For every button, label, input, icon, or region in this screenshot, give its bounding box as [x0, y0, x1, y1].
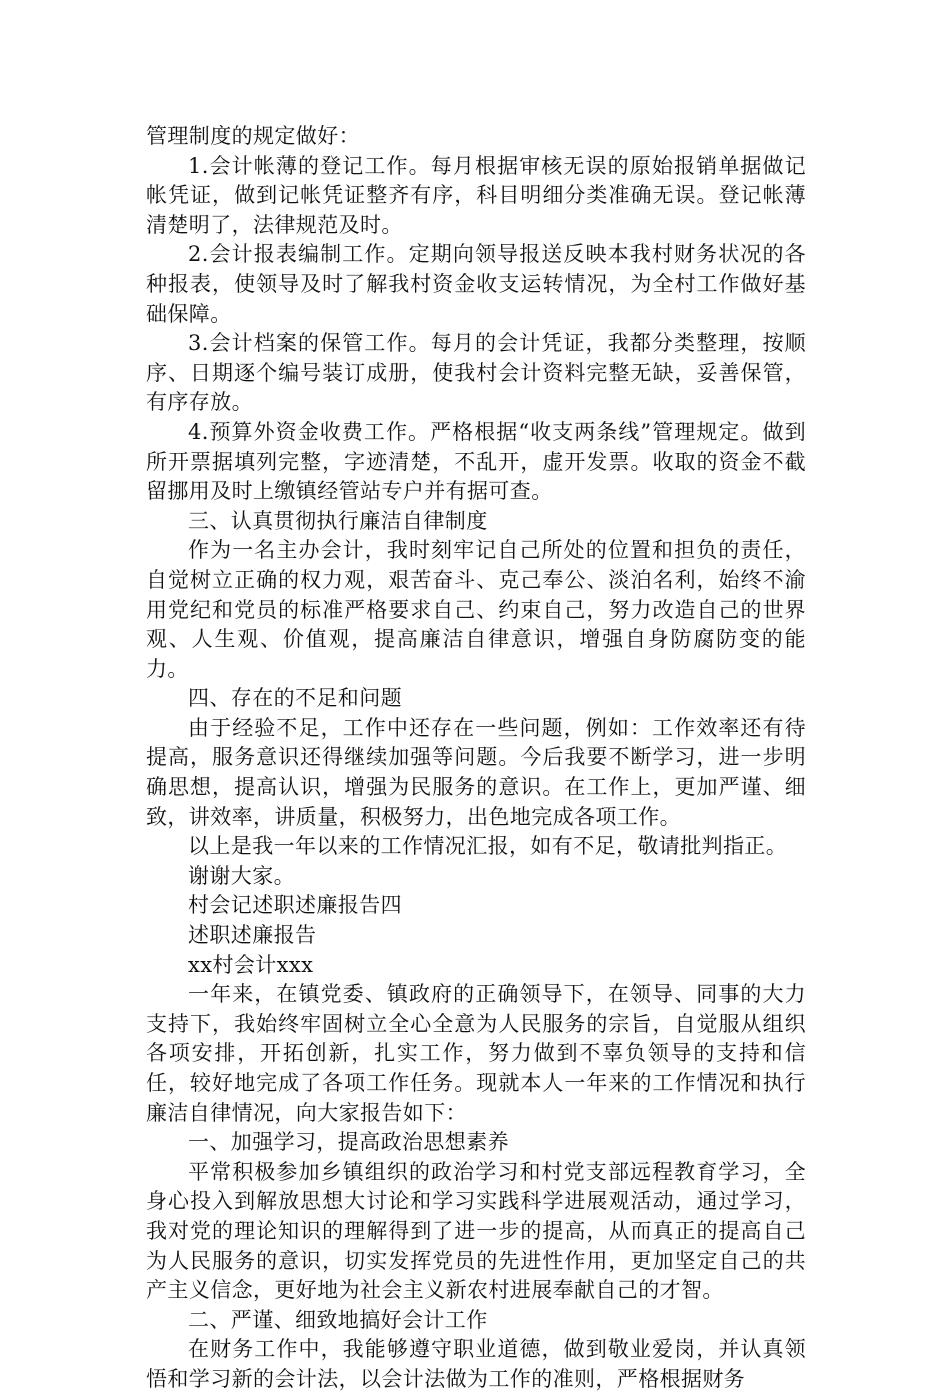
paragraph-9: 一年来，在镇党委、镇政府的正确领导下，在领导、同事的大力支持下，我始终牢固树立全心全意为人民服务的宗旨，自觉服从组织各项安排，开拓创新，扎实工作，努力做到不辜负领导的支持和信任，较好地完成了各项工作任务。现就本人一年来的工作情况和执行廉洁自律情况，向大家报告如下： [146, 982, 806, 1125]
paragraph-8: 以上是我一年以来的工作情况汇报，如有不足，敬请批判指正。 [188, 834, 788, 859]
paragraph-1: 管理制度的规定做好： [146, 124, 360, 148]
paragraph-3: 2.会计报表编制工作。定期向领导报送反映本我村财务状况的各种报表，使领导及时了解我村资金收支运转情况，为全村工作做好基础保障。 [146, 242, 806, 326]
section-heading-1: 一、加强学习，提高政治思想素养 [188, 1130, 509, 1155]
section-heading-2: 二、严谨、细致地搞好会计工作 [188, 1307, 488, 1332]
document-body [146, 122, 806, 1395]
paragraph-11: 在财务工作中，我能够遵守职业道德，做到敬业爱岗，并认真领悟和学习新的会计法，以会计法做为工作的准则，严格根据财务 [146, 1337, 806, 1391]
report-author: xx村会计xxx [188, 952, 314, 977]
paragraph-6: 作为一名主办会计，我时刻牢记自己所处的位置和担负的责任，自觉树立正确的权力观，艰苦奋斗、克己奉公、淡泊名利，始终不渝用党纪和党员的标准严格要求自己、约束自己，努力改造自己的世界观、人生观、价值观，提高廉洁自律意识，增强自身防腐防变的能力。 [146, 538, 806, 681]
report-subtitle: 述职述廉报告 [188, 923, 317, 948]
paragraph-10: 平常积极参加乡镇组织的政治学习和村党支部远程教育学习，全身心投入到解放思想大讨论和学习实践科学进展观活动，通过学习，我对党的理论知识的理解得到了进一步的提高，从而真正的提高自己为人民服务的意识，切实发挥党员的先进性作用，更加坚定自己的共产主义信念，更好地为社会主义新农村进展奉献自己的才智。 [146, 1159, 806, 1303]
paragraph-5: 4.预算外资金收费工作。严格根据“收支两条线”管理规定。做到所开票据填列完整，字迹清楚，不乱开，虚开发票。收取的资金不截留挪用及时上缴镇经管站专户并有据可查。 [146, 419, 806, 504]
closing-thanks: 谢谢大家。 [188, 863, 295, 888]
section-heading-3: 三、认真贯彻执行廉洁自律制度 [188, 508, 488, 533]
paragraph-7: 由于经验不足，工作中还存在一些问题，例如：工作效率还有待提高，服务意识还得继续加强等问题。今后我要不断学习，进一步明确思想，提高认识，增强为民服务的意识。在工作上，更加严谨、细致，讲效率，讲质量，积极努力，出色地完成各项工作。 [146, 715, 806, 829]
section-heading-4: 四、存在的不足和问题 [188, 686, 402, 711]
paragraph-2: 1.会计帐薄的登记工作。每月根据审核无误的原始报销单据做记帐凭证，做到记帐凭证整齐有序，科目明细分类准确无误。登记帐薄清楚明了，法律规范及时。 [146, 153, 806, 237]
paragraph-4: 3.会计档案的保管工作。每月的会计凭证，我都分类整理，按顺序、日期逐个编号装订成册，使我村会计资料完整无缺，妥善保管，有序存放。 [146, 331, 806, 415]
report-title: 村会记述职述廉报告四 [188, 893, 402, 918]
